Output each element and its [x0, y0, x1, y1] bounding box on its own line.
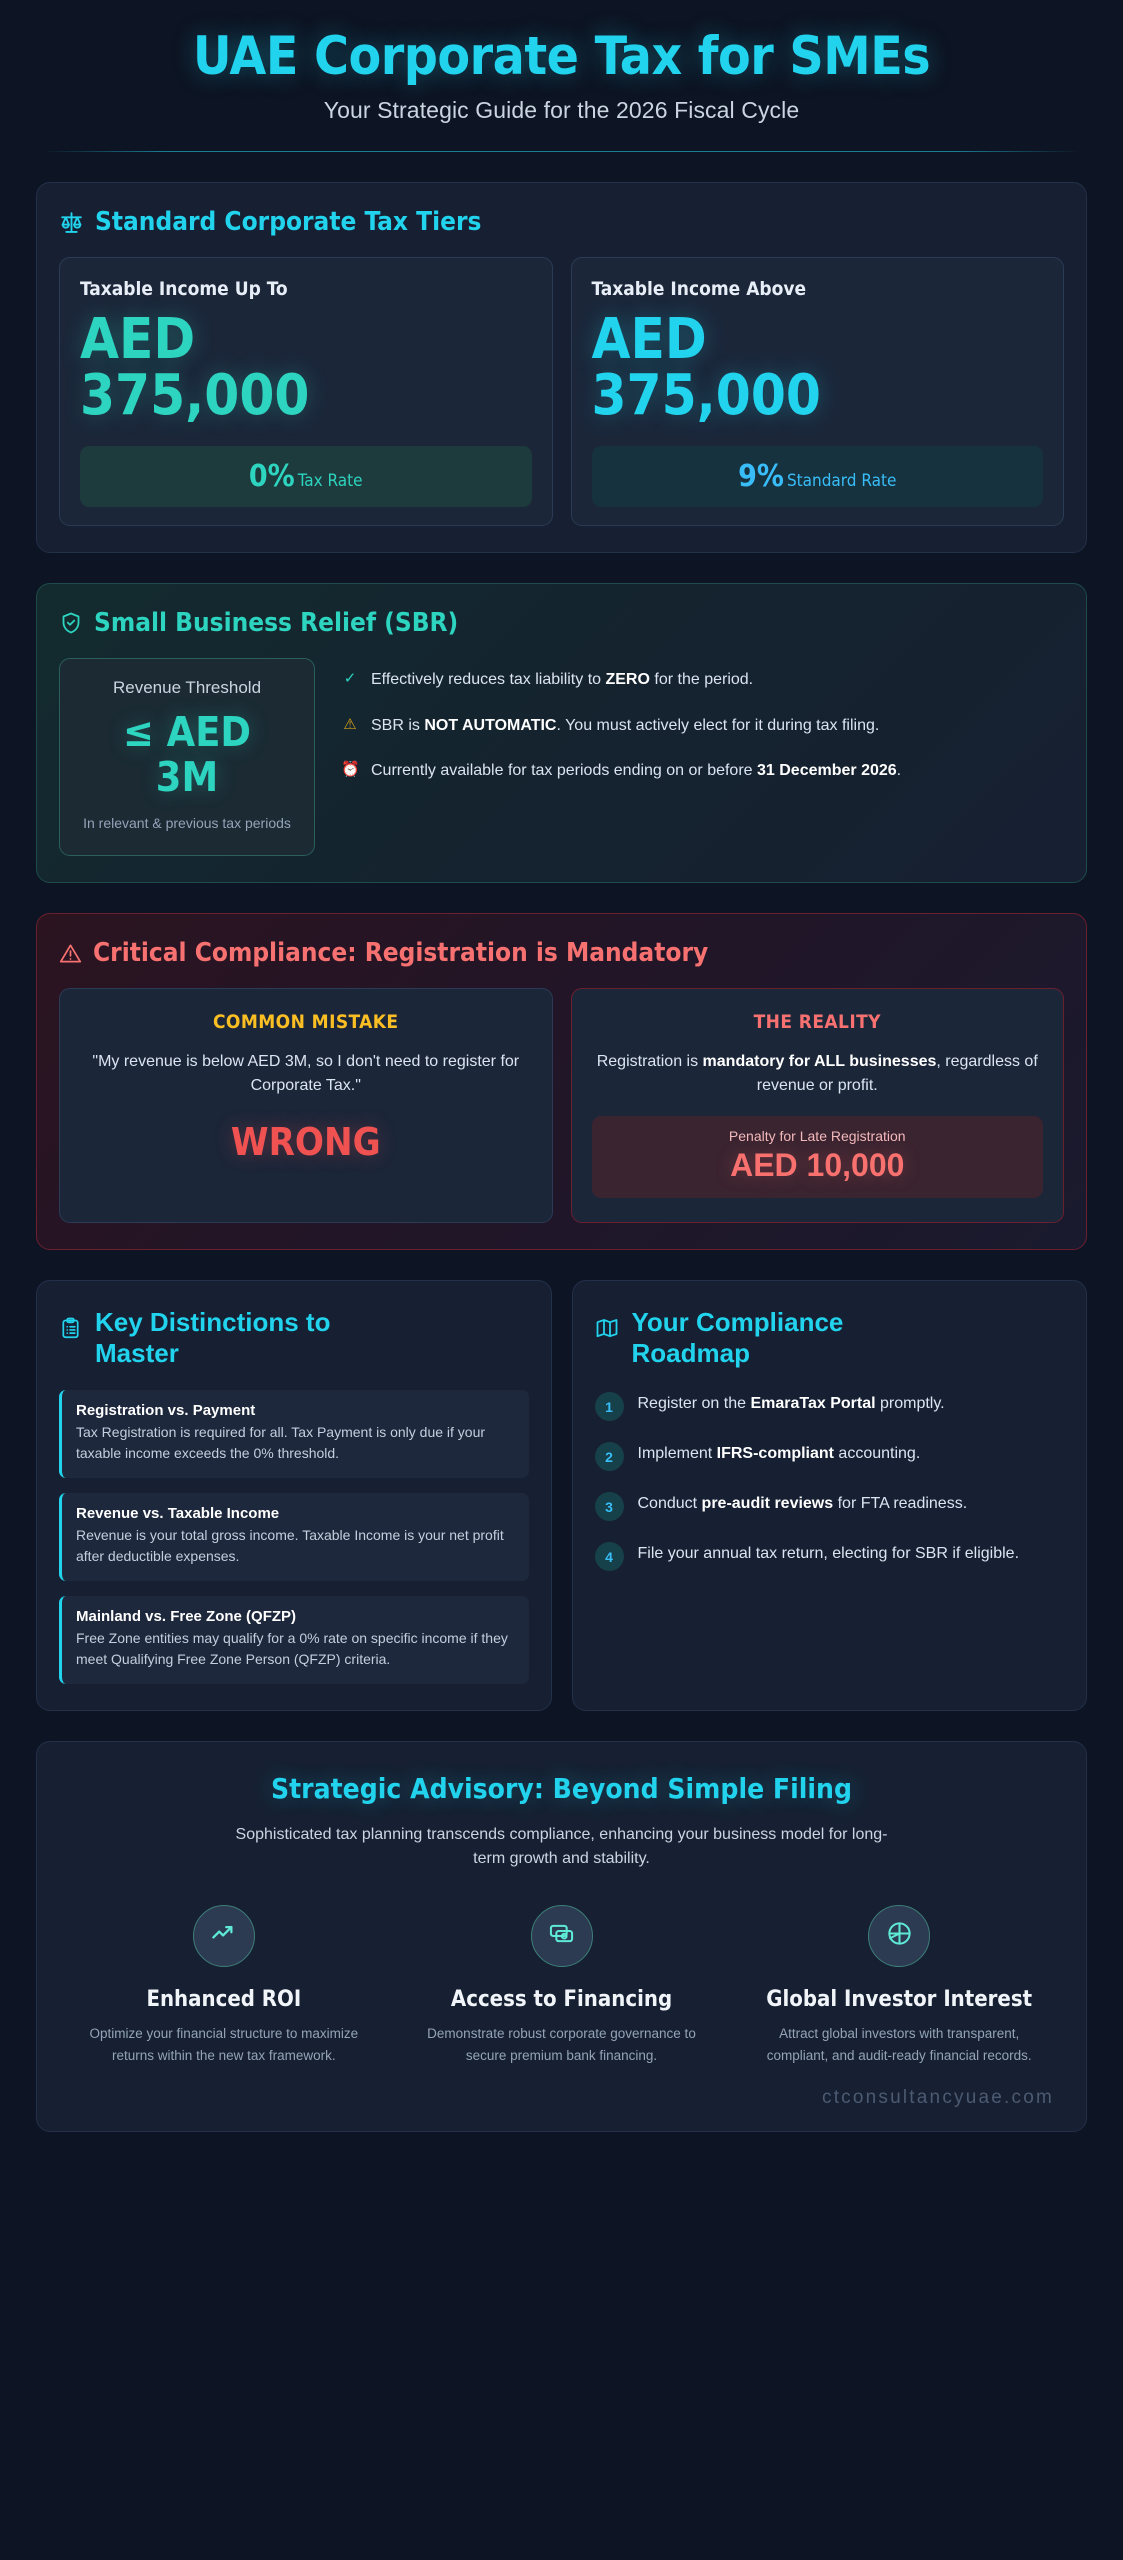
distinction-item — [59, 1493, 529, 1581]
tier-amount-currency: AED — [80, 307, 196, 373]
roadmap-step-post: for FTA readiness. — [833, 1495, 968, 1513]
tier-label: Taxable Income Above — [591, 278, 807, 301]
advisory-subtitle: Sophisticated tax planning transcends compliance, enhancing your business model for long-term growth and stability. — [235, 1826, 888, 1868]
roadmap-step — [595, 1440, 1065, 1471]
advisory-icon-circle — [193, 1905, 255, 1967]
distinction-heading: Revenue vs. Taxable Income — [76, 1505, 280, 1523]
tier-rate-caption: Tax Rate — [297, 471, 363, 492]
reality-bold: mandatory for ALL businesses — [702, 1053, 937, 1071]
critical-title: Critical Compliance: Registration is Mandatory — [93, 938, 709, 969]
small-business-relief-card — [36, 583, 1087, 883]
sbr-threshold-value-line1: ≤ AED — [122, 708, 252, 757]
page-subtitle: Your Strategic Guide for the 2026 Fiscal Cycle — [323, 97, 800, 124]
compliance-roadmap-card — [572, 1280, 1088, 1711]
sbr-bullet-text — [371, 714, 879, 738]
scales-balance-icon — [59, 210, 84, 235]
roadmap-step-number: 3 — [595, 1492, 624, 1521]
chart-pie-icon — [886, 1920, 913, 1952]
tier-rate-bar — [592, 446, 1044, 507]
sbr-bullet-bold: 31 December 2026 — [757, 761, 897, 779]
watermark: ctconsultancyuae.com — [822, 2087, 1054, 2109]
reality-text — [592, 1050, 1044, 1098]
roadmap-step-text — [638, 1490, 968, 1516]
distinction-detail: Tax Registration is required for all. Tax Payment is only due if your taxable income exceeds the 0% threshold. — [76, 1424, 486, 1462]
wrong-verdict: WRONG — [230, 1120, 381, 1165]
reality-column — [571, 988, 1065, 1223]
distinction-detail: Free Zone entities may qualify for a 0% rate on specific income if they meet Qualifying Free Zone Person (QFZP) criteria. — [76, 1630, 508, 1668]
warning-triangle-icon: ⚠ — [343, 715, 357, 733]
sbr-heading — [59, 608, 1064, 638]
advisory-grid — [63, 1905, 1060, 2067]
advisory-icon-circle — [868, 1905, 930, 1967]
roadmap-step-post: accounting. — [833, 1445, 921, 1463]
sbr-threshold-caption: Revenue Threshold — [112, 678, 262, 698]
tier-amount-number: 375,000 — [591, 363, 821, 429]
distinction-item — [59, 1390, 529, 1478]
sbr-threshold-box — [59, 658, 315, 856]
shield-check-icon — [59, 611, 83, 635]
common-mistake-quote: "My revenue is below AED 3M, so I don't need to register for Corporate Tax." — [92, 1053, 520, 1095]
trending-up-icon — [210, 1920, 237, 1952]
roadmap-step-pre: Register on the — [637, 1395, 751, 1413]
penalty-value: AED 10,000 — [730, 1147, 905, 1184]
advisory-detail: Demonstrate robust corporate governance to secure premium bank financing. — [427, 2026, 696, 2064]
penalty-box — [592, 1116, 1044, 1198]
tier-amount-currency: AED — [591, 307, 707, 373]
tier-rate-value: 0% — [248, 459, 295, 495]
advisory-heading: Access to Financing — [450, 1987, 673, 2013]
roadmap-step — [595, 1490, 1065, 1521]
advisory-icon-circle — [531, 1905, 593, 1967]
sbr-bullet-list — [341, 658, 1064, 783]
distinction-heading: Mainland vs. Free Zone (QFZP) — [76, 1608, 297, 1626]
distinction-heading: Registration vs. Payment — [76, 1402, 256, 1420]
two-column-row — [36, 1280, 1087, 1711]
sbr-bullet-pre: SBR is — [371, 716, 425, 734]
sbr-bullet-pre: Currently available for tax periods ending on or before — [371, 761, 757, 779]
roadmap-step-bold: pre-audit reviews — [701, 1495, 834, 1513]
compliance-roadmap-heading — [595, 1307, 1065, 1368]
advisory-detail: Optimize your financial structure to maximize returns within the new tax framework. — [89, 2026, 359, 2064]
common-mistake-heading: COMMON MISTAKE — [212, 1011, 399, 1034]
tax-tiers-heading — [59, 207, 1064, 237]
sbr-bullet-text — [371, 668, 753, 692]
advisory-column — [63, 1905, 385, 2067]
tier-rate-value: 9% — [738, 459, 784, 495]
strategic-advisory-card — [36, 1741, 1087, 2132]
roadmap-step — [595, 1390, 1065, 1421]
tier-amount — [591, 307, 1044, 429]
sbr-bullet-post: for the period. — [649, 671, 754, 689]
tier-card-zero — [59, 257, 553, 526]
check-icon: ✓ — [343, 670, 357, 688]
reality-heading: THE REALITY — [753, 1011, 881, 1034]
alarm-clock-icon: ⏰ — [341, 760, 360, 778]
sbr-bullet — [341, 759, 1064, 783]
sbr-bullet-text — [371, 759, 901, 783]
tier-label: Taxable Income Up To — [80, 278, 288, 301]
roadmap-step-number: 1 — [595, 1392, 624, 1421]
map-icon — [595, 1307, 619, 1347]
tax-tiers-title: Standard Corporate Tax Tiers — [95, 207, 482, 238]
page-title: UAE Corporate Tax for SMEs — [192, 26, 931, 87]
sbr-bullet-pre: Effectively reduces tax liability to — [371, 671, 606, 689]
page-header — [36, 0, 1087, 152]
sbr-body — [59, 658, 1064, 856]
sbr-bullet — [341, 668, 1064, 692]
sbr-threshold-value — [74, 710, 300, 799]
roadmap-step-bold: EmaraTax Portal — [750, 1395, 876, 1413]
advisory-column — [401, 1905, 723, 2067]
banknotes-icon — [548, 1920, 575, 1952]
penalty-caption: Penalty for Late Registration — [728, 1128, 906, 1145]
sbr-threshold-value-line2: 3M — [155, 752, 219, 801]
compliance-roadmap-title: Your Compliance Roadmap — [631, 1307, 844, 1368]
tier-amount-number: 375,000 — [80, 363, 310, 429]
sbr-bullet — [341, 714, 1064, 738]
warning-triangle-icon — [59, 942, 82, 965]
critical-heading — [59, 938, 1064, 968]
roadmap-step-number: 4 — [595, 1542, 624, 1571]
sbr-title: Small Business Relief (SBR) — [94, 608, 459, 639]
critical-grid — [59, 988, 1064, 1223]
sbr-threshold-subcaption: In relevant & previous tax periods — [83, 814, 291, 831]
roadmap-step-number: 2 — [595, 1442, 624, 1471]
tier-rate-caption: Standard Rate — [786, 471, 897, 492]
tier-amount — [80, 307, 532, 429]
advisory-detail: Attract global investors with transparent, compliant, and audit-ready financial records. — [766, 2026, 1032, 2064]
tax-tiers-grid — [59, 257, 1064, 526]
roadmap-step-text — [638, 1440, 921, 1466]
advisory-title: Strategic Advisory: Beyond Simple Filing — [270, 1772, 852, 1806]
clipboard-list-icon — [59, 1307, 82, 1347]
roadmap-step-bold: IFRS-compliant — [716, 1445, 834, 1463]
sbr-bullet-post: . — [896, 761, 902, 779]
roadmap-step-pre: Conduct — [637, 1495, 702, 1513]
key-distinctions-heading — [59, 1307, 529, 1368]
advisory-heading: Global Investor Interest — [766, 1987, 1033, 2013]
distinction-detail: Revenue is your total gross income. Taxable Income is your net profit after deductible expenses. — [76, 1527, 504, 1565]
critical-compliance-card — [36, 913, 1087, 1250]
advisory-column — [738, 1905, 1060, 2067]
roadmap-step-text — [638, 1390, 945, 1416]
reality-post: , regardless of revenue or profit. — [756, 1053, 1038, 1095]
tier-card-nine — [571, 257, 1065, 526]
common-mistake-column — [59, 988, 553, 1223]
key-distinctions-card — [36, 1280, 552, 1711]
sbr-bullet-bold: ZERO — [605, 671, 650, 689]
roadmap-step — [595, 1540, 1065, 1571]
advisory-heading: Enhanced ROI — [146, 1987, 302, 2013]
roadmap-step-pre: Implement — [637, 1445, 717, 1463]
roadmap-step-pre: File your annual tax return, electing for SBR if eligible. — [637, 1545, 1020, 1563]
sbr-bullet-post: . You must actively elect for it during tax filing. — [556, 716, 880, 734]
tier-rate-bar — [80, 446, 532, 507]
distinction-item — [59, 1596, 529, 1684]
tax-tiers-card — [36, 182, 1087, 553]
roadmap-step-post: promptly. — [875, 1395, 945, 1413]
header-divider — [42, 151, 1081, 152]
reality-pre: Registration is — [596, 1053, 703, 1071]
roadmap-step-text — [638, 1540, 1020, 1566]
sbr-bullet-bold: NOT AUTOMATIC — [424, 716, 557, 734]
key-distinctions-title: Key Distinctions to Master — [95, 1307, 331, 1368]
